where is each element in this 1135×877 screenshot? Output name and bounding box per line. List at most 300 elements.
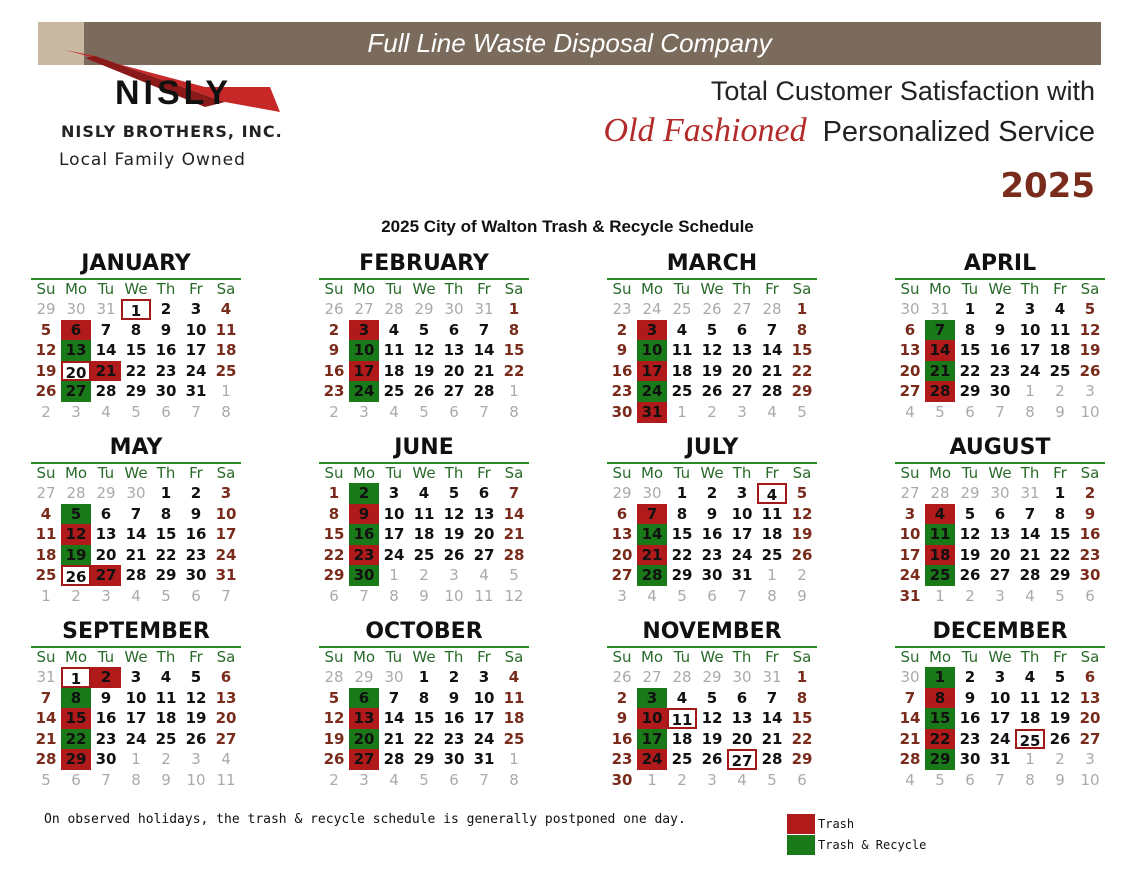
adjacent-month-day: 1 xyxy=(221,382,231,401)
adjacent-month-day: 29 xyxy=(960,484,980,502)
calendar-day: 6 xyxy=(100,504,112,523)
calendar-day: 13 xyxy=(731,709,753,728)
weekday-label: Tu xyxy=(97,648,115,666)
adjacent-month-day: 6 xyxy=(1085,586,1095,605)
adjacent-month-day: 24 xyxy=(642,300,662,318)
calendar-day: 9 xyxy=(964,688,976,707)
adjacent-month-day: 2 xyxy=(71,586,81,605)
calendar-day: 21 xyxy=(503,525,525,544)
recycle-day: 2 xyxy=(349,483,379,504)
calendar-day: 18 xyxy=(413,525,435,544)
week-row xyxy=(319,770,529,791)
week-row xyxy=(895,545,1105,566)
logo-word: NISLY xyxy=(115,74,233,112)
calendar-day: 27 xyxy=(443,382,465,401)
adjacent-month-day: 3 xyxy=(1085,750,1095,769)
week-row xyxy=(31,729,241,750)
calendar-day: 7 xyxy=(100,320,112,339)
calendar-day: 9 xyxy=(328,341,340,360)
calendar-day: 22 xyxy=(791,729,813,748)
calendar-day: 2 xyxy=(706,484,718,502)
recycle-day: 8 xyxy=(61,688,91,709)
weekday-label: Fr xyxy=(765,648,779,666)
calendar-day: 12 xyxy=(1049,688,1071,707)
banner-title: Full Line Waste Disposal Company xyxy=(367,28,772,58)
calendar-day: 11 xyxy=(1019,688,1041,707)
adjacent-month-day: 6 xyxy=(449,402,459,421)
calendar-day: 12 xyxy=(701,341,723,360)
calendar-day: 10 xyxy=(185,320,207,339)
recycle-day: 17 xyxy=(637,729,667,750)
calendar-day: 2 xyxy=(328,320,340,339)
calendar-day: 25 xyxy=(503,729,525,748)
week-row xyxy=(319,667,529,688)
legend-recycle-label: Trash & Recycle xyxy=(818,838,927,852)
weekday-label: We xyxy=(700,648,724,666)
adjacent-month-day: 3 xyxy=(995,586,1005,605)
calendar-day: 10 xyxy=(473,688,495,707)
calendar-day: 24 xyxy=(989,729,1011,748)
weekday-label: Mo xyxy=(64,464,88,482)
calendar-day: 18 xyxy=(215,341,237,360)
weekday-label: Sa xyxy=(1080,648,1100,666)
trash-day: 21 xyxy=(91,361,121,382)
week-row xyxy=(31,565,241,586)
recycle-day: 11 xyxy=(925,524,955,545)
calendar-day: 2 xyxy=(964,668,976,686)
trash-day: 24 xyxy=(637,749,667,770)
calendar-day: 6 xyxy=(220,668,232,686)
adjacent-month-day: 28 xyxy=(672,668,692,686)
calendar-day: 14 xyxy=(503,504,525,523)
recycle-day: 19 xyxy=(61,545,91,566)
adjacent-month-day: 30 xyxy=(990,484,1010,502)
calendar-day: 8 xyxy=(676,504,688,523)
calendar-day: 15 xyxy=(791,341,813,360)
calendar-day: 24 xyxy=(899,566,921,585)
weekday-label: Tu xyxy=(961,464,979,482)
month-name: JULY xyxy=(607,434,817,464)
calendar-day: 21 xyxy=(899,729,921,748)
weekday-header xyxy=(895,280,1105,299)
month-march xyxy=(607,250,817,423)
calendar-day: 26 xyxy=(1049,729,1071,748)
week-row xyxy=(31,299,241,320)
adjacent-month-day: 1 xyxy=(1025,382,1035,401)
calendar-day: 6 xyxy=(448,320,460,339)
calendar-day: 31 xyxy=(215,566,237,585)
month-september xyxy=(31,618,241,791)
calendar-day: 11 xyxy=(413,504,435,523)
adjacent-month-day: 5 xyxy=(161,586,171,605)
weekday-label: Fr xyxy=(1053,648,1067,666)
calendar-day: 20 xyxy=(95,545,117,564)
adjacent-month-day: 27 xyxy=(732,300,752,318)
calendar-day: 19 xyxy=(701,729,723,748)
calendar-day: 12 xyxy=(323,709,345,728)
calendar-day: 25 xyxy=(383,382,405,401)
week-row xyxy=(319,504,529,525)
calendar-day: 16 xyxy=(611,729,633,748)
week-row xyxy=(31,483,241,504)
recycle-day: 10 xyxy=(349,340,379,361)
calendar-day: 12 xyxy=(185,688,207,707)
adjacent-month-day: 31 xyxy=(36,668,56,686)
weekday-header xyxy=(319,464,529,483)
weekday-label: Tu xyxy=(97,464,115,482)
calendar-day: 29 xyxy=(1049,566,1071,585)
adjacent-month-day: 9 xyxy=(161,770,171,789)
calendar-day: 14 xyxy=(1019,525,1041,544)
month-name: NOVEMBER xyxy=(607,618,817,648)
weekday-label: Su xyxy=(36,280,56,298)
weekday-label: We xyxy=(700,280,724,298)
calendar-day: 2 xyxy=(994,300,1006,318)
calendar-day: 22 xyxy=(959,361,981,380)
weekday-label: Sa xyxy=(792,464,812,482)
adjacent-month-day: 7 xyxy=(359,586,369,605)
calendar-day: 29 xyxy=(155,566,177,585)
calendar-day: 1 xyxy=(796,300,808,318)
calendar-day: 30 xyxy=(95,750,117,769)
adjacent-month-day: 6 xyxy=(161,402,171,421)
calendar-day: 15 xyxy=(323,525,345,544)
month-october xyxy=(319,618,529,791)
weekday-label: Mo xyxy=(928,464,952,482)
calendar-day: 19 xyxy=(1079,341,1101,360)
adjacent-month-day: 5 xyxy=(41,770,51,789)
weekday-label: We xyxy=(988,280,1012,298)
calendar-day: 18 xyxy=(1049,341,1071,360)
trash-day: 2 xyxy=(91,667,121,688)
calendar-day: 7 xyxy=(904,688,916,707)
weekday-label: Mo xyxy=(352,648,376,666)
year-label: 2025 xyxy=(1000,166,1095,206)
adjacent-month-day: 2 xyxy=(329,770,339,789)
calendar-day: 4 xyxy=(1024,668,1036,686)
weekday-label: Fr xyxy=(1053,280,1067,298)
week-row xyxy=(895,340,1105,361)
adjacent-month-day: 1 xyxy=(767,566,777,585)
calendar-day: 28 xyxy=(125,566,147,585)
calendar-day: 23 xyxy=(611,750,633,769)
weekday-label: Th xyxy=(732,280,752,298)
weekday-label: Su xyxy=(36,648,56,666)
trash-day: 17 xyxy=(637,361,667,382)
calendar-day: 3 xyxy=(388,484,400,502)
holiday-calendar-day: 26 xyxy=(61,565,91,586)
legend-trash xyxy=(787,814,854,834)
weekday-header xyxy=(319,648,529,667)
adjacent-month-day: 30 xyxy=(444,300,464,318)
adjacent-month-day: 7 xyxy=(995,770,1005,789)
adjacent-month-day: 30 xyxy=(900,668,920,686)
calendar-day: 31 xyxy=(473,750,495,769)
week-row xyxy=(607,361,817,382)
calendar-day: 7 xyxy=(388,688,400,707)
month-name: FEBRUARY xyxy=(319,250,529,280)
adjacent-month-day: 26 xyxy=(702,300,722,318)
calendar-day: 27 xyxy=(215,729,237,748)
adjacent-month-day: 4 xyxy=(1025,586,1035,605)
adjacent-month-day: 4 xyxy=(647,586,657,605)
week-row xyxy=(319,729,529,750)
calendar-day: 20 xyxy=(731,729,753,748)
trash-day: 15 xyxy=(61,708,91,729)
calendar-day: 16 xyxy=(1079,525,1101,544)
calendar-day: 23 xyxy=(1079,545,1101,564)
calendar-day: 6 xyxy=(994,504,1006,523)
week-row xyxy=(607,483,817,504)
week-row xyxy=(895,708,1105,729)
calendar-day: 25 xyxy=(215,361,237,380)
adjacent-month-day: 5 xyxy=(509,566,519,585)
adjacent-month-day: 1 xyxy=(509,750,519,769)
weekday-label: Th xyxy=(156,464,176,482)
calendar-day: 27 xyxy=(1079,729,1101,748)
recycle-day: 14 xyxy=(637,524,667,545)
calendar-day: 2 xyxy=(160,300,172,318)
weekday-label: Su xyxy=(900,464,920,482)
weekday-label: Mo xyxy=(64,280,88,298)
adjacent-month-day: 5 xyxy=(131,402,141,421)
calendar-day: 30 xyxy=(701,566,723,585)
weekday-label: Sa xyxy=(504,648,524,666)
week-row xyxy=(319,402,529,423)
adjacent-month-day: 1 xyxy=(131,750,141,769)
tagline-service: Personalized Service xyxy=(822,116,1095,148)
weekday-label: Th xyxy=(156,648,176,666)
calendar-day: 27 xyxy=(989,566,1011,585)
weekday-header xyxy=(31,280,241,299)
weekday-label: Th xyxy=(1020,280,1040,298)
adjacent-month-day: 1 xyxy=(1025,750,1035,769)
week-row xyxy=(31,749,241,770)
calendar-day: 7 xyxy=(40,688,52,707)
calendar-day: 22 xyxy=(125,361,147,380)
adjacent-month-day: 4 xyxy=(101,402,111,421)
tagline-script: Old Fashioned xyxy=(603,112,807,149)
adjacent-month-day: 27 xyxy=(36,484,56,502)
trash-day: 8 xyxy=(925,688,955,709)
weekday-header xyxy=(31,464,241,483)
adjacent-month-day: 6 xyxy=(329,586,339,605)
calendar-day: 4 xyxy=(388,320,400,339)
calendar-day: 10 xyxy=(899,525,921,544)
calendar-day: 4 xyxy=(508,668,520,686)
month-june xyxy=(319,434,529,607)
adjacent-month-day: 11 xyxy=(216,770,236,789)
calendar-day: 28 xyxy=(899,750,921,769)
recycle-day: 24 xyxy=(637,381,667,402)
adjacent-month-day: 2 xyxy=(1055,750,1065,769)
calendar-day: 15 xyxy=(155,525,177,544)
adjacent-month-day: 5 xyxy=(1055,586,1065,605)
trash-day: 4 xyxy=(925,504,955,525)
calendar-day: 8 xyxy=(130,320,142,339)
weekday-label: We xyxy=(988,648,1012,666)
calendar-day: 22 xyxy=(1049,545,1071,564)
weekday-label: Th xyxy=(732,464,752,482)
calendar-day: 7 xyxy=(130,504,142,523)
calendar-day: 28 xyxy=(95,382,117,401)
trash-day: 29 xyxy=(61,749,91,770)
adjacent-month-day: 2 xyxy=(41,402,51,421)
calendar-day: 15 xyxy=(413,709,435,728)
recycle-day: 21 xyxy=(925,361,955,382)
weekday-label: Tu xyxy=(673,648,691,666)
calendar-day: 11 xyxy=(503,688,525,707)
weekday-label: Su xyxy=(324,280,344,298)
calendar-day: 22 xyxy=(323,545,345,564)
calendar-day: 8 xyxy=(418,688,430,707)
weekday-label: Tu xyxy=(385,648,403,666)
trash-day: 18 xyxy=(925,545,955,566)
calendar-day: 23 xyxy=(95,729,117,748)
holiday-calendar-day: 11 xyxy=(667,708,697,729)
weekday-label: Sa xyxy=(792,648,812,666)
calendar-day: 12 xyxy=(959,525,981,544)
week-row xyxy=(607,667,817,688)
week-row xyxy=(319,299,529,320)
adjacent-month-day: 7 xyxy=(101,770,111,789)
adjacent-month-day: 7 xyxy=(191,402,201,421)
calendar-day: 18 xyxy=(671,729,693,748)
adjacent-month-day: 7 xyxy=(479,402,489,421)
adjacent-month-day: 3 xyxy=(449,566,459,585)
recycle-day: 13 xyxy=(61,340,91,361)
trash-day: 14 xyxy=(925,340,955,361)
adjacent-month-day: 9 xyxy=(1055,770,1065,789)
calendar-day: 16 xyxy=(701,525,723,544)
calendar-day: 24 xyxy=(731,545,753,564)
calendar-day: 2 xyxy=(616,320,628,339)
week-row xyxy=(31,770,241,791)
adjacent-month-day: 1 xyxy=(677,402,687,421)
legend-trash-swatch xyxy=(787,814,815,834)
calendar-day: 9 xyxy=(1084,504,1096,523)
weekday-label: Tu xyxy=(385,280,403,298)
calendar-day: 16 xyxy=(155,341,177,360)
week-row xyxy=(607,688,817,709)
calendar-day: 24 xyxy=(1019,361,1041,380)
calendar-day: 29 xyxy=(323,566,345,585)
calendar-day: 22 xyxy=(155,545,177,564)
calendar-day: 15 xyxy=(791,709,813,728)
adjacent-month-day: 2 xyxy=(965,586,975,605)
calendar-day: 2 xyxy=(1084,484,1096,502)
adjacent-month-day: 6 xyxy=(965,770,975,789)
calendar-day: 31 xyxy=(185,382,207,401)
calendar-day: 5 xyxy=(1084,300,1096,318)
calendar-day: 24 xyxy=(383,545,405,564)
adjacent-month-day: 5 xyxy=(797,402,807,421)
adjacent-month-day: 31 xyxy=(930,300,950,318)
calendar-day: 14 xyxy=(761,709,783,728)
calendar-day: 3 xyxy=(904,504,916,523)
weekday-label: Th xyxy=(1020,648,1040,666)
adjacent-month-day: 10 xyxy=(1080,770,1100,789)
week-row xyxy=(895,729,1105,750)
adjacent-month-day: 31 xyxy=(1020,484,1040,502)
recycle-day: 29 xyxy=(925,749,955,770)
trash-day: 22 xyxy=(925,729,955,750)
adjacent-month-day: 5 xyxy=(935,770,945,789)
calendar-day: 7 xyxy=(1024,504,1036,523)
week-row xyxy=(895,565,1105,586)
calendar-day: 6 xyxy=(478,484,490,502)
adjacent-month-day: 29 xyxy=(702,668,722,686)
calendar-day: 25 xyxy=(35,566,57,585)
trash-day: 17 xyxy=(349,361,379,382)
adjacent-month-day: 2 xyxy=(707,402,717,421)
adjacent-month-day: 10 xyxy=(186,770,206,789)
week-row xyxy=(31,381,241,402)
calendar-day: 28 xyxy=(1019,566,1041,585)
calendar-day: 3 xyxy=(478,668,490,686)
calendar-day: 19 xyxy=(35,361,57,380)
calendar-day: 18 xyxy=(761,525,783,544)
adjacent-month-day: 26 xyxy=(612,668,632,686)
calendar-day: 23 xyxy=(185,545,207,564)
week-row xyxy=(895,524,1105,545)
week-row xyxy=(31,320,241,341)
legend-recycle-swatch xyxy=(787,835,815,855)
calendar-day: 4 xyxy=(676,688,688,707)
calendar-day: 9 xyxy=(616,709,628,728)
adjacent-month-day: 12 xyxy=(504,586,524,605)
week-row xyxy=(895,586,1105,607)
adjacent-month-day: 3 xyxy=(191,750,201,769)
calendar-day: 26 xyxy=(701,382,723,401)
adjacent-month-day: 6 xyxy=(965,402,975,421)
weekday-label: Su xyxy=(612,280,632,298)
calendar-day: 17 xyxy=(731,525,753,544)
calendar-day: 28 xyxy=(761,750,783,769)
calendar-day: 6 xyxy=(1084,668,1096,686)
month-february xyxy=(319,250,529,423)
calendar-day: 6 xyxy=(736,688,748,707)
weekday-header xyxy=(895,648,1105,667)
adjacent-month-day: 1 xyxy=(509,382,519,401)
adjacent-month-day: 30 xyxy=(126,484,146,502)
calendar-day: 4 xyxy=(220,300,232,318)
calendar-day: 30 xyxy=(959,750,981,769)
calendar-day: 8 xyxy=(796,688,808,707)
calendar-day: 7 xyxy=(766,688,778,707)
weekday-label: We xyxy=(124,280,148,298)
trash-day: 3 xyxy=(349,320,379,341)
weekday-label: Su xyxy=(324,648,344,666)
weekday-label: Fr xyxy=(189,464,203,482)
calendar-day: 19 xyxy=(323,729,345,748)
adjacent-month-day: 8 xyxy=(1025,770,1035,789)
recycle-day: 15 xyxy=(925,708,955,729)
holiday-calendar-day: 4 xyxy=(757,483,787,504)
holiday-note: On observed holidays, the trash & recycle schedule is generally postponed one day. xyxy=(44,812,686,827)
calendar-day: 11 xyxy=(761,504,783,523)
adjacent-month-day: 28 xyxy=(384,300,404,318)
week-row xyxy=(895,504,1105,525)
month-december xyxy=(895,618,1105,791)
calendar-day: 3 xyxy=(130,668,142,686)
calendar-day: 23 xyxy=(323,382,345,401)
calendar-day: 25 xyxy=(413,545,435,564)
trash-day: 7 xyxy=(637,504,667,525)
calendar-day: 13 xyxy=(215,688,237,707)
calendar-day: 29 xyxy=(413,750,435,769)
calendar-day: 11 xyxy=(35,525,57,544)
